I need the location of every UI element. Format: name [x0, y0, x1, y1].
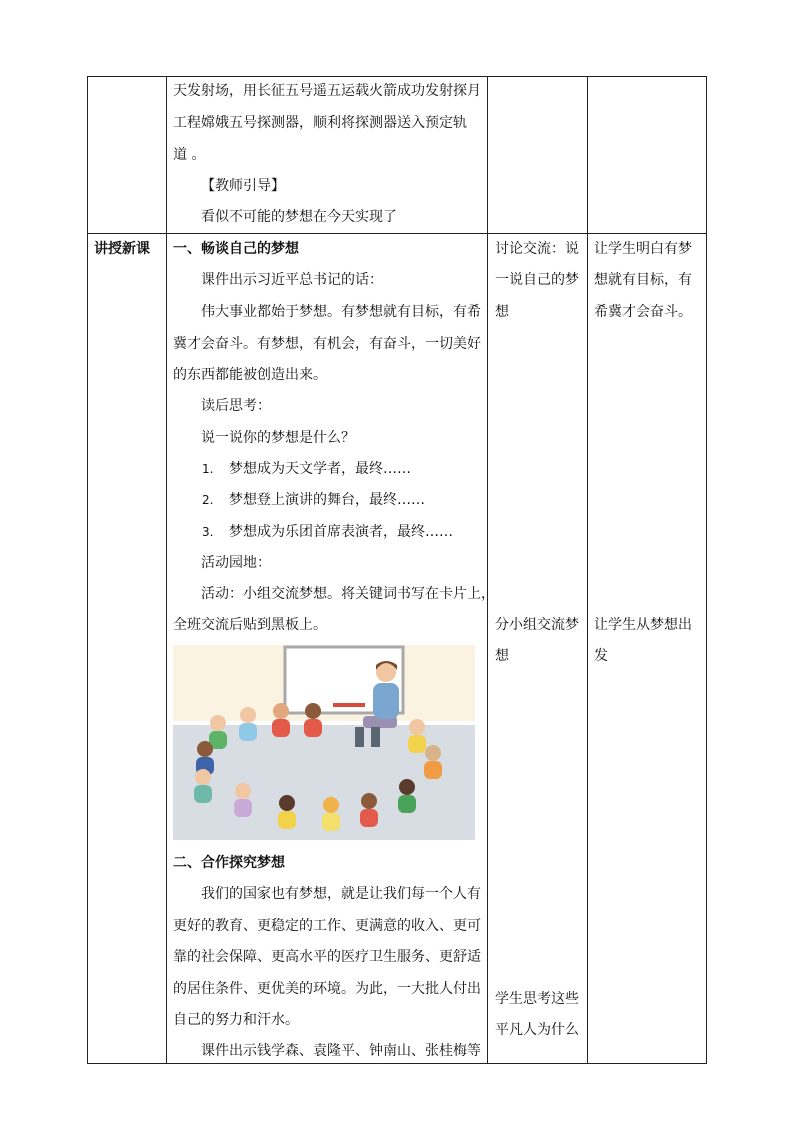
section1-title: 一、畅谈自己的梦想 [173, 241, 299, 257]
top-row-line-5: 看似不可能的梦想在今天实现了 [201, 209, 397, 225]
para2-line-2: 更好的教育、更稳定的工作、更满意的收入、更可 [173, 918, 481, 934]
section2-title: 二、合作探究梦想 [173, 855, 285, 871]
top-row-line-3: 道 。 [173, 147, 206, 163]
student-activity-1-line-3: 想 [495, 304, 509, 320]
table-border-col2 [487, 76, 488, 1064]
question-line: 说一说你的梦想是什么？ [201, 430, 355, 446]
quote-line-2: 冀才会奋斗。有梦想，有机会，有奋斗，一切美好 [173, 336, 481, 352]
list-item-2-text: 梦想登上演讲的舞台，最终…… [229, 492, 425, 508]
table-row-divider [87, 233, 707, 234]
table-border-col1 [166, 76, 167, 1064]
student-activity-3-line-2: 平凡人为什么 [495, 1022, 579, 1038]
para2-line-3: 靠的社会保障、更高水平的医疗卫生服务、更舒适 [173, 949, 481, 965]
design-intent-1-line-2: 想就有目标，有 [594, 272, 692, 288]
student-activity-1-line-1: 讨论交流：说 [495, 241, 579, 257]
para2-line-4: 的居住条件、更优美的环境。为此，一大批人付出 [173, 981, 481, 997]
student-activity-2-line-1: 分小组交流梦 [495, 617, 579, 633]
design-intent-1-line-3: 希冀才会奋斗。 [594, 304, 692, 320]
table-border-col3 [587, 76, 588, 1064]
table-border-right [706, 76, 707, 1064]
student-activity-2-line-2: 想 [495, 648, 509, 664]
activity-label: 活动园地： [201, 555, 271, 571]
list-item-3-text: 梦想成为乐团首席表演者，最终…… [229, 524, 453, 540]
student-activity-1-line-2: 一说自己的梦 [495, 272, 579, 288]
list-item-1-number: 1. [202, 462, 214, 476]
list-item-3-number: 3. [202, 525, 214, 539]
table-border-left [87, 76, 88, 1064]
activity-line-2: 全班交流后贴到黑板上。 [173, 617, 327, 633]
quote-line-3: 的东西都能被创造出来。 [173, 367, 327, 383]
list-item-2-number: 2. [202, 493, 214, 507]
quote-line-1: 伟大事业都始于梦想。有梦想就有目标，有希 [201, 304, 481, 320]
table-border-top [87, 76, 707, 77]
design-intent-2-line-2: 发 [594, 648, 608, 664]
design-intent-1-line-1: 让学生明白有梦 [594, 241, 692, 257]
courseware-line: 课件出示习近平总书记的话： [201, 272, 383, 288]
top-row-line-1: 天发射场，用长征五号遥五运载火箭成功发射探月 [173, 83, 481, 99]
think-label: 读后思考： [201, 398, 271, 414]
top-row-line-2: 工程嫦娥五号探测器，顺利将探测器送入预定轨 [173, 115, 467, 131]
table-border-bottom [87, 1063, 707, 1064]
stage-label: 讲授新课 [94, 241, 150, 257]
para2-line-5: 自己的努力和汗水。 [173, 1012, 299, 1028]
para2-line-6: 课件出示钱学森、袁隆平、钟南山、张桂梅等 [201, 1043, 481, 1059]
activity-line-1: 活动：小组交流梦想。将关键词书写在卡片上， [201, 586, 495, 602]
design-intent-2-line-1: 让学生从梦想出 [594, 617, 692, 633]
teacher-guide-label: 【教师引导】 [201, 178, 285, 194]
list-item-1-text: 梦想成为天文学者，最终…… [229, 461, 411, 477]
student-activity-3-line-1: 学生思考这些 [495, 991, 579, 1007]
classroom-illustration-svg [173, 645, 475, 840]
para2-line-1: 我们的国家也有梦想，就是让我们每一个人有 [201, 886, 481, 902]
classroom-illustration [173, 645, 475, 840]
